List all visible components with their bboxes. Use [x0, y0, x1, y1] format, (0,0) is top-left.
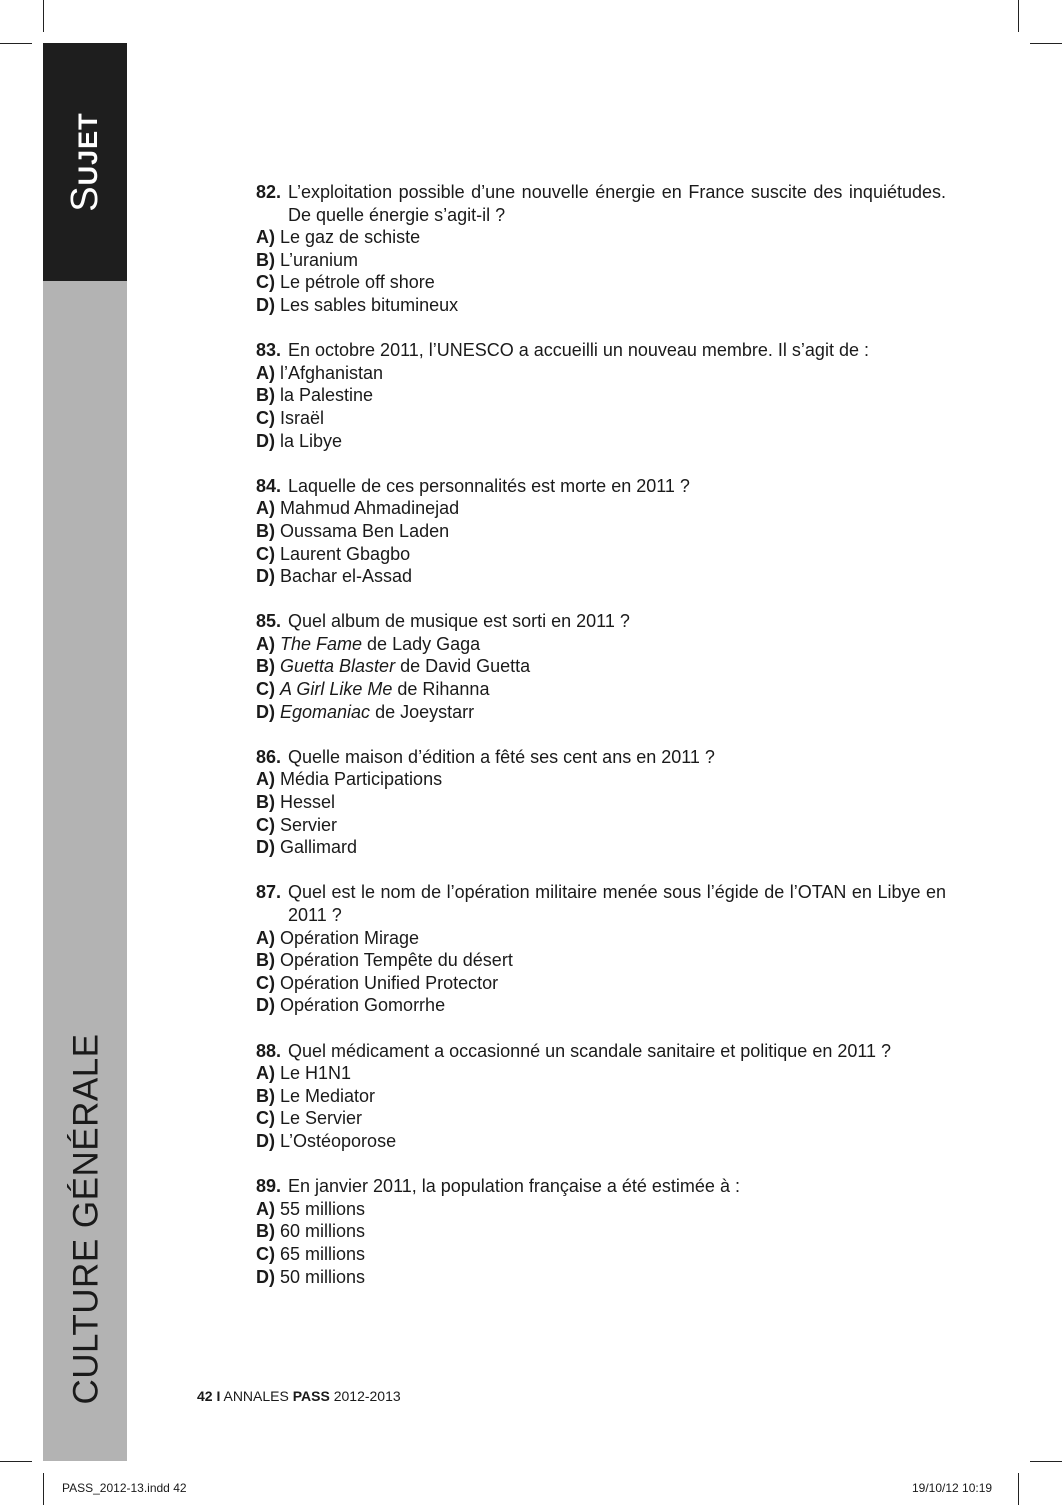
footer-separator: I [216, 1388, 221, 1404]
question-block [256, 610, 946, 723]
option-letter: C) [256, 1108, 275, 1129]
crop-mark [43, 1473, 44, 1505]
option-text: la Palestine [280, 385, 374, 406]
question-block [256, 1040, 946, 1153]
option-text: Le gaz de schiste [280, 227, 421, 248]
page-footer [197, 1388, 401, 1404]
question-text: Laquelle de ces personnalités est morte en 2011 ? [288, 475, 690, 496]
option-text: Mahmud Ahmadinejad [280, 498, 460, 519]
question-line [256, 610, 946, 633]
option-text: Le Mediator [280, 1085, 376, 1106]
question-text: L’exploitation possible d’une nouvelle énergie en France suscite des inquiétudes. De quelle énergie s’agit-il ? [288, 182, 946, 225]
answer-option [256, 543, 946, 566]
option-text: 60 millions [280, 1221, 366, 1242]
question-block [256, 746, 946, 859]
option-title: Guetta Blaster [280, 656, 396, 677]
answer-option [256, 565, 946, 588]
answer-option [256, 655, 946, 678]
option-letter: B) [256, 520, 275, 541]
option-letter: A) [256, 633, 275, 654]
answer-option [256, 1266, 946, 1289]
option-text: de Joeystarr [375, 701, 475, 722]
answer-option [256, 1198, 946, 1221]
option-letter: B) [256, 249, 275, 270]
option-text: Laurent Gbagbo [280, 543, 411, 564]
option-text: 55 millions [280, 1198, 366, 1219]
answer-option [256, 949, 946, 972]
option-letter: D) [256, 995, 275, 1016]
option-title: The Fame [280, 633, 363, 654]
option-text: L’uranium [280, 249, 359, 270]
answer-option [256, 768, 946, 791]
subject-label: CULTURE GÉNÉRALE [66, 1033, 106, 1405]
option-text: Oussama Ben Laden [280, 520, 450, 541]
crop-mark [1030, 43, 1062, 44]
option-letter: A) [256, 362, 275, 383]
answer-option [256, 407, 946, 430]
question-text: En janvier 2011, la population française a été estimée à : [288, 1176, 740, 1197]
option-letter: A) [256, 1198, 275, 1219]
option-letter: C) [256, 407, 275, 428]
answer-option [256, 927, 946, 950]
option-text: Opération Tempête du désert [280, 950, 513, 971]
option-letter: C) [256, 814, 275, 835]
question-number: 87. [256, 882, 282, 903]
option-title: Egomaniac [280, 701, 371, 722]
question-text: Quel est le nom de l’opération militaire menée sous l’égide de l’OTAN en Libye en 2011 ? [288, 882, 946, 925]
question-line [256, 339, 946, 362]
option-text: 50 millions [280, 1266, 366, 1287]
answer-option [256, 497, 946, 520]
question-text: En octobre 2011, l’UNESCO a accueilli un nouveau membre. Il s’agit de : [288, 340, 869, 361]
crop-mark [1018, 0, 1019, 32]
crop-mark [0, 43, 32, 44]
option-text: Média Participations [280, 769, 443, 790]
option-text: l’Afghanistan [280, 362, 384, 383]
print-slug-datetime: 19/10/12 10:19 [912, 1481, 993, 1495]
answer-option [256, 1107, 946, 1130]
answer-option [256, 520, 946, 543]
question-number: 86. [256, 746, 282, 767]
option-letter: D) [256, 1266, 275, 1287]
option-text: de Rihanna [397, 679, 490, 700]
question-text: Quel médicament a occasionné un scandale sanitaire et politique en 2011 ? [288, 1040, 892, 1061]
question-block [256, 181, 946, 317]
crop-mark [0, 1461, 32, 1462]
option-letter: A) [256, 227, 275, 248]
answer-option [256, 430, 946, 453]
answer-option [256, 1220, 946, 1243]
answer-option [256, 701, 946, 724]
answer-option [256, 294, 946, 317]
question-block [256, 1175, 946, 1288]
option-letter: D) [256, 837, 275, 858]
option-text: Israël [280, 407, 325, 428]
option-text: Le pétrole off shore [280, 272, 435, 293]
answer-option [256, 678, 946, 701]
option-text: Le Servier [280, 1108, 363, 1129]
option-letter: D) [256, 294, 275, 315]
option-letter: A) [256, 498, 275, 519]
option-letter: D) [256, 1130, 275, 1151]
question-line [256, 475, 946, 498]
option-text: L’Ostéoporose [280, 1130, 397, 1151]
answer-option [256, 1062, 946, 1085]
crop-mark [1018, 1473, 1019, 1505]
crop-mark [43, 0, 44, 32]
question-line [256, 181, 946, 226]
option-letter: C) [256, 272, 275, 293]
question-number: 88. [256, 1040, 282, 1061]
question-block [256, 475, 946, 588]
answer-option [256, 633, 946, 656]
answer-option [256, 836, 946, 859]
question-text: Quelle maison d’édition a fêté ses cent ans en 2011 ? [288, 746, 715, 767]
option-text: Opération Mirage [280, 927, 420, 948]
page-number: 42 [197, 1388, 213, 1404]
option-text: Servier [280, 814, 338, 835]
option-text: de David Guetta [400, 656, 531, 677]
option-text: de Lady Gaga [367, 633, 481, 654]
option-letter: D) [256, 701, 275, 722]
option-letter: C) [256, 543, 275, 564]
answer-option [256, 384, 946, 407]
question-line [256, 1040, 946, 1063]
question-number: 89. [256, 1176, 282, 1197]
question-line [256, 1175, 946, 1198]
print-slug-file: PASS_2012-13.indd 42 [62, 1481, 187, 1495]
option-text: Gallimard [280, 837, 358, 858]
answer-option [256, 791, 946, 814]
option-letter: D) [256, 430, 275, 451]
option-text: 65 millions [280, 1243, 366, 1264]
option-letter: C) [256, 972, 275, 993]
section-label: SUJET [64, 112, 106, 212]
answer-option [256, 226, 946, 249]
answer-option [256, 814, 946, 837]
option-letter: B) [256, 950, 275, 971]
question-line [256, 746, 946, 769]
option-letter: B) [256, 792, 275, 813]
option-letter: C) [256, 679, 275, 700]
crop-mark [1030, 1461, 1062, 1462]
option-letter: B) [256, 656, 275, 677]
option-letter: B) [256, 1085, 275, 1106]
option-letter: B) [256, 1221, 275, 1242]
answer-option [256, 994, 946, 1017]
question-block [256, 881, 946, 1017]
answer-option [256, 1243, 946, 1266]
answer-option [256, 1130, 946, 1153]
option-letter: A) [256, 927, 275, 948]
option-letter: A) [256, 769, 275, 790]
question-number: 83. [256, 340, 282, 361]
option-title: A Girl Like Me [280, 679, 393, 700]
option-text: Bachar el-Assad [280, 566, 413, 587]
question-text: Quel album de musique est sorti en 2011 ? [288, 611, 630, 632]
publication-name: ANNALES [223, 1388, 289, 1404]
answer-option [256, 249, 946, 272]
brand-name: PASS [292, 1388, 330, 1404]
option-text: Les sables bitumineux [280, 294, 459, 315]
option-text: Le H1N1 [280, 1063, 352, 1084]
option-letter: C) [256, 1243, 275, 1264]
question-block [256, 339, 946, 452]
option-text: Hessel [280, 792, 336, 813]
option-letter: B) [256, 385, 275, 406]
question-number: 85. [256, 611, 282, 632]
option-text: Opération Unified Protector [280, 972, 499, 993]
question-number: 82. [256, 182, 282, 202]
question-line [256, 881, 946, 926]
question-number: 84. [256, 475, 282, 496]
answer-option [256, 362, 946, 385]
answer-option [256, 1085, 946, 1108]
answer-option [256, 271, 946, 294]
option-letter: A) [256, 1063, 275, 1084]
question-list [256, 181, 946, 1311]
publication-years: 2012-2013 [333, 1388, 401, 1404]
option-text: Opération Gomorrhe [280, 995, 446, 1016]
option-letter: D) [256, 566, 275, 587]
option-text: la Libye [280, 430, 343, 451]
answer-option [256, 972, 946, 995]
